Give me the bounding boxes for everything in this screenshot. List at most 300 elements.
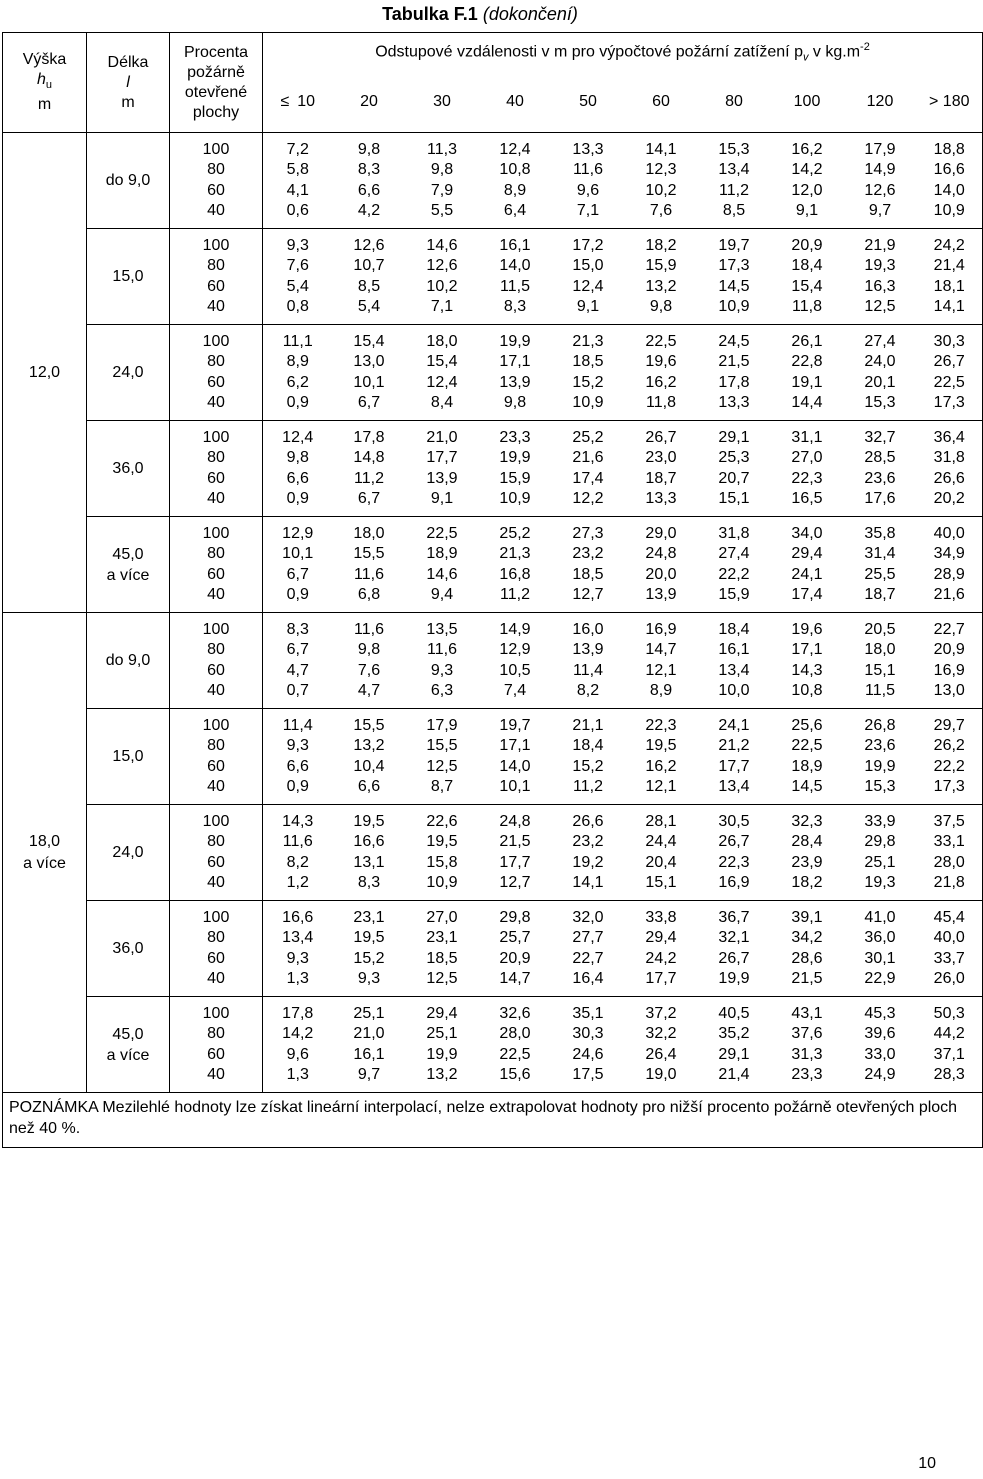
distance-cell [263,613,333,709]
distance-value: 22,8 [791,353,823,370]
percent-value: 40 [207,298,225,315]
distance-value: 10,9 [933,202,965,219]
distance-value: 12,6 [864,181,896,199]
percent-cell [170,133,263,229]
distance-cell [333,517,406,613]
distance-value: 6,4 [503,202,527,219]
distance-cell [333,613,406,709]
distance-value: 22,6 [426,812,458,830]
distance-value: 25,1 [426,1025,458,1042]
distance-value: 24,4 [645,833,677,850]
distance-value: 36,4 [933,428,965,446]
distance-value: 8,9 [649,682,673,699]
distance-value: 12,5 [426,970,458,987]
distance-value: 17,1 [791,641,823,658]
distance-value: 30,5 [718,812,750,830]
percent-value: 100 [202,812,230,830]
distance-value: 28,9 [933,565,965,583]
distance-cell [698,613,771,709]
distance-value: 18,4 [791,257,823,274]
distance-cell [479,709,552,805]
percent-value: 80 [207,545,225,562]
distance-value: 20,7 [718,469,750,487]
distance-value: 14,3 [282,812,314,830]
distance-value: 36,7 [718,908,750,926]
distance-value: 18,5 [572,565,604,583]
distance-cell [771,997,844,1093]
distance-value: 8,3 [286,620,309,638]
distance-value: 11,2 [573,778,603,795]
distance-value: 20,9 [933,641,965,658]
distance-value: 30,3 [572,1025,604,1042]
distance-value: 5,5 [430,202,454,219]
distance-value: 12,2 [572,490,604,507]
distance-value: 8,3 [357,874,381,891]
distance-value: 21,5 [791,970,823,987]
distance-value: 12,0 [791,181,823,199]
distance-value: 23,0 [645,449,677,466]
distance-cell [406,325,479,421]
distance-value: 16,8 [499,565,531,583]
distance-value: 37,5 [933,812,965,830]
distance-value: 9,8 [357,641,381,658]
distance-cell [844,325,917,421]
percent-value: 40 [207,586,225,603]
distance-cell [406,133,479,229]
percent-value: 60 [207,469,225,487]
distance-value: 32,7 [864,428,896,446]
distance-value: 20,4 [645,853,677,871]
table-row [3,133,983,229]
distance-value: 22,5 [645,332,677,350]
header-distance: Odstupové vzdálenosti v m pro výpočtové požární zatížení $p_v$ v $kg.m^{-2}$ [263,33,983,73]
distance-cell [771,805,844,901]
distance-value: 9,3 [430,661,454,679]
distance-value: 16,0 [572,620,604,638]
percent-cell [170,421,263,517]
distance-value: 29,8 [499,908,531,926]
distance-value: 14,1 [645,140,677,158]
distance-value: 24,6 [572,1045,604,1063]
distance-value: 17,4 [572,469,604,487]
distance-value: 25,5 [864,565,896,583]
percent-value: 60 [207,373,225,391]
distance-value: 24,8 [499,812,531,830]
distance-value: 13,9 [572,641,604,658]
distance-value: 7,6 [357,661,381,679]
distance-value: 26,4 [645,1045,677,1063]
percent-value: 80 [207,833,225,850]
distance-value: 24,1 [718,716,750,734]
distance-value: 20,9 [791,236,823,254]
distance-value: 6,7 [286,641,309,658]
percent-value: 60 [207,565,225,583]
distance-value: 15,9 [499,469,531,487]
distance-value: 10,1 [282,545,314,562]
length-cell: do 9,0 [87,613,170,709]
length-cell: 36,0 [87,421,170,517]
distance-value: 7,2 [286,140,309,158]
distance-value: 37,6 [791,1025,823,1042]
distance-value: 13,0 [353,353,385,370]
table-note: POZNÁMKA Mezilehlé hodnoty lze získat lineární interpolací, nelze extrapolovat hodnoty pro nižší procento požárně otevřených ploch než 40 %. [3,1093,983,1148]
distance-value: 12,1 [645,778,677,795]
distance-cell [771,133,844,229]
page-number: 10 [918,1455,936,1472]
distance-value: 10,9 [426,874,458,891]
distance-cell [479,229,552,325]
distance-value: 37,1 [933,1045,965,1063]
distance-cell [698,325,771,421]
distance-value: 13,9 [426,469,458,487]
distance-value: 20,1 [864,373,896,391]
distance-cell [263,325,333,421]
distance-value: 9,4 [430,586,454,603]
distance-value: 23,9 [791,853,823,871]
distance-value: 15,5 [353,545,385,562]
percent-value: 60 [207,277,225,295]
distance-value: 21,5 [499,833,531,850]
percent-value: 100 [202,332,230,350]
percent-value: 100 [202,428,230,446]
distance-value: 8,9 [286,353,309,370]
distance-value: 18,1 [933,277,965,295]
load-60: 60 [625,73,698,133]
distance-value: 9,8 [649,298,673,315]
distance-value: 24,5 [718,332,750,350]
distance-value: 9,8 [286,449,309,466]
distance-value: 28,5 [864,449,896,466]
load-100: 100 [771,73,844,133]
distance-value: 14,8 [353,449,385,466]
distance-cell [333,901,406,997]
distance-value: 17,3 [933,394,965,411]
distance-value: 26,7 [718,949,750,967]
distance-value: 14,4 [791,394,823,411]
distance-value: 15,5 [353,716,385,734]
percent-value: 80 [207,161,225,178]
distance-value: 24,2 [645,949,677,967]
distance-value: 9,7 [868,202,892,219]
distance-value: 26,7 [718,833,750,850]
distance-cell [771,709,844,805]
distance-value: 22,3 [645,716,677,734]
distance-value: 14,0 [933,181,965,199]
distance-value: 26,7 [645,428,677,446]
distance-value: 33,0 [864,1045,896,1063]
distance-value: 26,0 [933,970,965,987]
distance-cell [479,997,552,1093]
length-cell: 24,0 [87,805,170,901]
distance-value: 22,9 [864,970,896,987]
distance-value: 22,7 [933,620,965,638]
distance-value: 26,6 [572,812,604,830]
distance-value: 18,5 [572,353,604,370]
distance-value: 16,5 [791,490,823,507]
distance-value: 18,2 [645,236,677,254]
distance-value: 14,0 [499,757,531,775]
distance-value: 19,5 [426,833,458,850]
distance-cell [406,517,479,613]
distance-value: 18,4 [572,737,604,754]
header-height: Výška $h_u$ m [3,33,87,133]
distance-value: 10,9 [499,490,531,507]
distance-value: 6,8 [357,586,381,603]
distance-value: 25,1 [864,853,896,871]
percent-cell [170,325,263,421]
distance-cell [333,805,406,901]
distance-value: 12,9 [282,524,314,542]
load-10: ≤ 10 [263,73,333,133]
table-row [3,997,983,1093]
distance-value: 0,9 [286,490,309,507]
distance-value: 21,6 [933,586,965,603]
distance-value: 29,4 [426,1004,458,1022]
distance-cell [844,133,917,229]
distance-value: 12,7 [499,874,531,891]
distance-value: 25,6 [791,716,823,734]
table-row [3,901,983,997]
distance-value: 15,3 [864,778,896,795]
distance-value: 26,6 [933,469,965,487]
distance-cell [406,805,479,901]
distance-value: 16,2 [645,373,677,391]
distance-cell [625,517,698,613]
distance-cell [263,229,333,325]
distance-value: 28,4 [791,833,823,850]
percent-value: 40 [207,202,225,219]
distance-cell [552,901,625,997]
distance-value: 15,1 [864,661,896,679]
distance-value: 17,3 [718,257,750,274]
distance-value: 8,2 [286,853,309,871]
distance-cell [333,229,406,325]
distance-value: 35,2 [718,1025,750,1042]
distance-value: 7,6 [649,202,673,219]
distance-cell [771,613,844,709]
distance-cell [625,133,698,229]
distance-value: 31,4 [864,545,896,562]
distance-value: 20,0 [645,565,677,583]
distance-cell [917,709,983,805]
distance-value: 37,2 [645,1004,677,1022]
distance-value: 22,3 [718,853,750,871]
distance-value: 30,1 [864,949,896,967]
distance-value: 23,3 [499,428,531,446]
distance-value: 8,2 [576,682,600,699]
distance-cell [552,229,625,325]
percent-value: 80 [207,353,225,370]
table-row [3,517,983,613]
distance-value: 24,9 [864,1066,896,1083]
table-row [3,421,983,517]
distance-value: 14,5 [791,778,823,795]
percent-value: 100 [202,716,230,734]
percent-value: 100 [202,524,230,542]
distance-value: 11,8 [646,394,676,411]
distance-value: 6,6 [357,181,381,199]
distance-cell [552,805,625,901]
distance-cell [333,421,406,517]
percent-cell [170,709,263,805]
length-cell: 24,0 [87,325,170,421]
distance-cell [479,805,552,901]
distance-cell [917,229,983,325]
distance-cell [479,517,552,613]
distance-value: 27,7 [572,929,604,946]
distance-cell [625,613,698,709]
distance-cell [771,517,844,613]
percent-value: 40 [207,682,225,699]
distance-value: 0,9 [286,586,309,603]
distance-value: 19,9 [864,757,896,775]
distance-value: 19,2 [572,853,604,871]
height-cell: 12,0 [3,133,87,613]
distance-value: 26,2 [933,737,965,754]
distance-value: 27,0 [791,449,823,466]
distance-value: 16,9 [933,661,965,679]
distance-value: 16,9 [718,874,750,891]
distance-value: 29,0 [645,524,677,542]
distance-value: 15,4 [426,353,458,370]
distance-value: 11,1 [282,332,313,350]
distance-cell [552,709,625,805]
distance-value: 18,0 [864,641,896,658]
distance-value: 17,7 [499,853,531,871]
distance-value: 10,8 [791,682,823,699]
distance-value: 25,7 [499,929,531,946]
distance-value: 5,4 [357,298,381,315]
distance-value: 32,0 [572,908,604,926]
distance-value: 20,2 [933,490,965,507]
distance-value: 11,6 [282,833,313,850]
distance-value: 14,7 [645,641,677,658]
distance-value: 35,1 [572,1004,604,1022]
percent-value: 40 [207,394,225,411]
distance-cell [479,613,552,709]
distance-cell [625,229,698,325]
distance-value: 22,5 [791,737,823,754]
distance-value: 7,1 [576,202,600,219]
distance-value: 15,0 [572,257,604,274]
distance-value: 17,6 [864,490,896,507]
percent-value: 60 [207,757,225,775]
distance-cell [479,325,552,421]
distance-value: 26,1 [791,332,823,350]
distance-value: 19,9 [499,332,531,350]
distance-cell [844,613,917,709]
percent-value: 40 [207,1066,225,1083]
distance-value: 14,5 [718,277,750,295]
distance-value: 0,7 [286,682,309,699]
distance-value: 13,3 [718,394,750,411]
distance-value: 10,9 [572,394,604,411]
distance-cell [333,325,406,421]
percent-value: 80 [207,257,225,274]
distance-value: 13,2 [645,277,677,295]
distance-value: 15,4 [791,277,823,295]
distance-value: 39,6 [864,1025,896,1042]
distance-value: 17,2 [572,236,604,254]
table-title [0,4,960,25]
distance-value: 13,1 [353,853,385,871]
distance-value: 13,4 [718,778,750,795]
distance-cell [625,997,698,1093]
distance-value: 10,2 [426,277,458,295]
distance-value: 7,9 [430,181,454,199]
distance-value: 33,9 [864,812,896,830]
distance-cell [917,517,983,613]
distance-value: 11,5 [865,682,895,699]
percent-value: 40 [207,874,225,891]
distance-value: 40,0 [933,524,965,542]
distance-cell [917,997,983,1093]
distance-value: 11,6 [354,620,384,638]
distance-value: 23,6 [864,469,896,487]
distance-value: 29,4 [645,929,677,946]
distance-cell [552,421,625,517]
distance-value: 41,0 [864,908,896,926]
table-body [3,133,983,1093]
distance-table [2,32,983,1148]
distance-cell [698,133,771,229]
distance-value: 15,2 [572,757,604,775]
percent-cell [170,901,263,997]
distance-value: 18,2 [791,874,823,891]
distance-value: 27,3 [572,524,604,542]
length-cell: 15,0 [87,229,170,325]
distance-value: 17,8 [282,1004,314,1022]
distance-value: 12,5 [864,298,896,315]
distance-value: 16,1 [718,641,750,658]
percent-cell [170,229,263,325]
distance-cell [625,421,698,517]
distance-value: 18,7 [645,469,677,487]
distance-value: 27,0 [426,908,458,926]
distance-value: 29,7 [933,716,965,734]
distance-value: 17,9 [426,716,458,734]
distance-value: 16,6 [353,833,385,850]
distance-value: 6,7 [286,565,309,583]
distance-value: 29,4 [791,545,823,562]
distance-value: 12,5 [426,757,458,775]
table-row [3,613,983,709]
distance-value: 4,7 [357,682,381,699]
distance-value: 17,9 [864,140,896,158]
distance-value: 13,4 [718,161,750,178]
load-180: > 180 [917,73,983,133]
distance-value: 10,1 [353,373,385,391]
distance-value: 10,8 [499,161,531,178]
distance-cell [263,901,333,997]
distance-cell [406,901,479,997]
distance-value: 11,6 [573,161,603,178]
distance-value: 34,9 [933,545,965,562]
distance-value: 39,1 [791,908,823,926]
distance-cell [625,805,698,901]
distance-value: 13,9 [645,586,677,603]
distance-value: 19,3 [864,257,896,274]
percent-cell [170,997,263,1093]
percent-value: 100 [202,908,230,926]
distance-cell [263,805,333,901]
distance-value: 26,8 [864,716,896,734]
load-120: 120 [844,73,917,133]
distance-value: 29,8 [864,833,896,850]
length-cell: 45,0 a více [87,997,170,1093]
distance-cell [263,709,333,805]
distance-value: 17,5 [572,1066,604,1083]
